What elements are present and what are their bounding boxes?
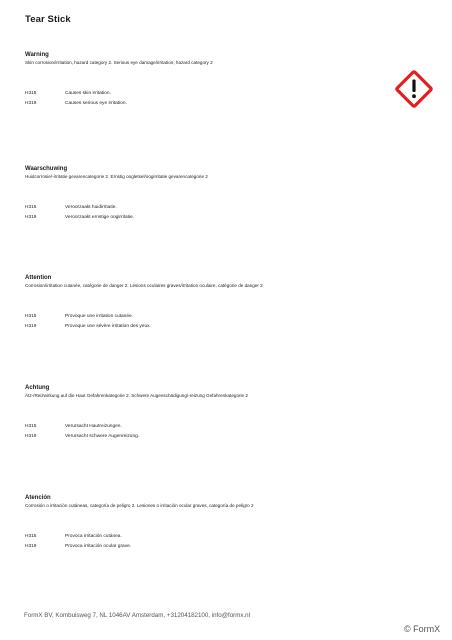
hazard-code: H319	[25, 544, 37, 549]
hazard-code: H315	[25, 314, 37, 319]
hazard-code: H315	[25, 205, 37, 210]
footer-address: FormX BV, Kombuisweg 7, NL 1046AV Amsterdam, +31204182100, info@formx.nl	[24, 612, 250, 619]
hazard-statement-text: Provoque une irritation cutanée.	[65, 314, 133, 319]
hazard-section-es	[25, 494, 385, 549]
signal-word: Warning	[25, 52, 49, 58]
hazard-statement-text: Verursacht schwere Augenreizung.	[65, 434, 140, 439]
hazard-code: H315	[25, 91, 37, 96]
signal-word: Attention	[25, 275, 52, 281]
hazard-classification: Skin corrosion/irritation, hazard category 2. Serious eye damage/irritation, hazard category 2	[25, 60, 213, 65]
signal-word: Waarschuwing	[25, 166, 68, 172]
hazard-code: H319	[25, 324, 37, 329]
hazard-statement-text: Provoque une sévère irritation des yeux.	[65, 324, 151, 329]
hazard-code: H319	[25, 101, 37, 106]
hazard-section-fr	[25, 274, 385, 329]
hazard-code: H319	[25, 434, 37, 439]
hazard-classification: Corrosion/irritation cutanée, catégorie de danger 2. Lésions oculaires graves/irritation oculaire, catégorie de danger 2	[25, 283, 263, 288]
hazard-statement-text: Causes skin irritation.	[65, 91, 111, 96]
hazard-classification: Huidcorrosie/-irritatie gevarencategorie 2. Ernstig oogletsel/oogirritatie gevarencategorie 2	[25, 174, 208, 179]
document-title: Tear Stick	[25, 14, 71, 25]
hazard-statement-text: Provoca irritación ocular grave.	[65, 544, 132, 549]
hazard-classification: Corrosión o irritación cutáneas, categoría de peligro 2. Lesiones o irritación ocular graves, categoría de peligro 2	[25, 503, 254, 508]
hazard-statement-text: Veroorzaakt huidirritatie.	[65, 205, 117, 210]
hazard-section-de	[25, 384, 385, 439]
hazard-code: H315	[25, 424, 37, 429]
signal-word: Atención	[25, 495, 51, 501]
copyright-notice: © FormX	[404, 624, 441, 634]
hazard-classification: Ätz-/Reizwirkung auf die Haut Gefahrenkategorie 2. Schwere Augenschädigung/-reizung Gefahrenkategorie 2	[25, 393, 248, 398]
hazard-statement-text: Veroorzaakt ernstige oogirritatie.	[65, 215, 135, 220]
hazard-section-nl	[25, 165, 385, 220]
hazard-code: H319	[25, 215, 37, 220]
ghs07-exclamation-mark-icon	[394, 69, 434, 109]
hazard-code: H315	[25, 534, 37, 539]
hazard-statement-text: Causes serious eye irritation.	[65, 101, 127, 106]
hazard-section-en	[25, 51, 385, 106]
hazard-statement-text: Provoca irritación cutánea.	[65, 534, 122, 539]
signal-word: Achtung	[25, 385, 50, 391]
hazard-statement-text: Verursacht Hautreizungen.	[65, 424, 122, 429]
